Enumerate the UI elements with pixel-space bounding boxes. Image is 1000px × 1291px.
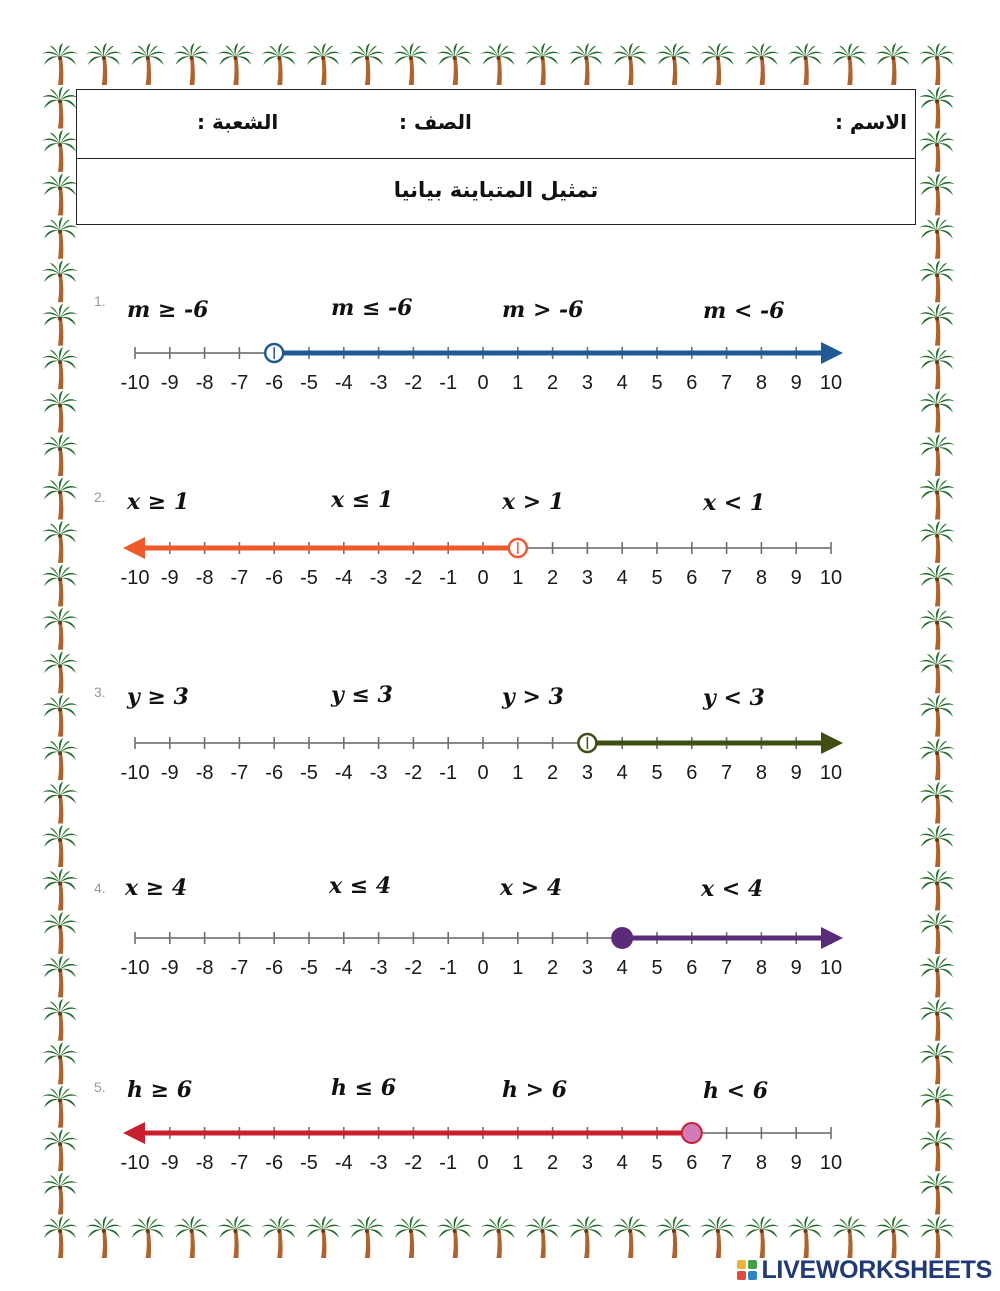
palm-tree-icon bbox=[42, 304, 78, 346]
palm-tree-icon bbox=[42, 347, 78, 389]
palm-tree-icon bbox=[42, 651, 78, 693]
palm-tree-icon bbox=[42, 391, 78, 433]
palm-tree-icon bbox=[612, 43, 648, 85]
palm-tree-icon bbox=[42, 608, 78, 650]
option-a[interactable]: x ≥ 1 bbox=[127, 489, 190, 515]
tick-label: -5 bbox=[300, 1152, 318, 1174]
palm-tree-icon bbox=[42, 868, 78, 910]
tick-label: 7 bbox=[721, 567, 733, 589]
palm-tree-icon bbox=[437, 43, 473, 85]
section-label: الشعبة : bbox=[197, 110, 279, 134]
palm-tree-icon bbox=[42, 130, 78, 172]
palm-tree-icon bbox=[305, 1216, 341, 1258]
tick-label: 5 bbox=[651, 1152, 663, 1174]
palm-tree-icon bbox=[919, 434, 955, 476]
option-b[interactable]: h ≤ 6 bbox=[331, 1075, 397, 1101]
tick-label: 5 bbox=[651, 372, 663, 394]
tick-label: -2 bbox=[404, 762, 423, 784]
tick-label: -4 bbox=[334, 762, 353, 784]
tick-label: 1 bbox=[512, 372, 524, 394]
tick-label: 4 bbox=[616, 567, 628, 589]
palm-tree-icon bbox=[919, 955, 955, 997]
tick-label: -9 bbox=[160, 957, 179, 979]
tick-label: -7 bbox=[230, 567, 249, 589]
palm-tree-icon bbox=[919, 825, 955, 867]
tick-label: 0 bbox=[477, 1152, 489, 1174]
tick-label: 8 bbox=[755, 762, 767, 784]
tick-label: -8 bbox=[195, 567, 214, 589]
class-label: الصف : bbox=[399, 110, 472, 134]
tick-label: 1 bbox=[512, 762, 524, 784]
palm-tree-icon bbox=[349, 1216, 385, 1258]
palm-tree-icon bbox=[42, 1129, 78, 1171]
palm-tree-icon bbox=[919, 1129, 955, 1171]
palm-tree-icon bbox=[42, 825, 78, 867]
tick-label: 6 bbox=[686, 957, 698, 979]
palm-tree-icon bbox=[787, 43, 823, 85]
palm-tree-icon bbox=[656, 43, 692, 85]
tick-label: -10 bbox=[120, 567, 150, 589]
tick-label: -10 bbox=[120, 762, 150, 784]
option-a[interactable]: y ≥ 3 bbox=[127, 684, 189, 710]
tick-label: 8 bbox=[755, 372, 767, 394]
tick-label: -2 bbox=[404, 372, 423, 394]
tick-label: -9 bbox=[160, 1152, 179, 1174]
tick-label: 6 bbox=[686, 1152, 698, 1174]
tick-label: 10 bbox=[819, 372, 843, 394]
tick-label: -6 bbox=[265, 762, 284, 784]
ray-arrowhead bbox=[821, 927, 843, 949]
tick-label: 10 bbox=[819, 1152, 843, 1174]
tick-label: 2 bbox=[547, 762, 559, 784]
tick-label: 2 bbox=[547, 567, 559, 589]
palm-tree-icon bbox=[437, 1216, 473, 1258]
tick-label: 9 bbox=[790, 567, 802, 589]
tick-label: 3 bbox=[581, 567, 593, 589]
tick-label: 7 bbox=[721, 372, 733, 394]
palm-tree-icon bbox=[919, 1042, 955, 1084]
tick-label: 10 bbox=[819, 567, 843, 589]
palm-tree-icon bbox=[393, 43, 429, 85]
tick-label: -8 bbox=[195, 762, 214, 784]
palm-tree-icon bbox=[42, 1042, 78, 1084]
tick-label: -6 bbox=[265, 957, 284, 979]
tick-label: 8 bbox=[755, 567, 767, 589]
tick-label: -5 bbox=[300, 567, 318, 589]
palm-tree-icon bbox=[919, 782, 955, 824]
tick-label: -10 bbox=[120, 372, 150, 394]
tick-label: -7 bbox=[230, 957, 249, 979]
palm-tree-icon bbox=[875, 43, 911, 85]
tick-label: 8 bbox=[755, 1152, 767, 1174]
palm-tree-icon bbox=[42, 434, 78, 476]
tick-label: 9 bbox=[790, 1152, 802, 1174]
palm-tree-icon bbox=[42, 999, 78, 1041]
option-c[interactable]: h > 6 bbox=[502, 1077, 568, 1103]
palm-tree-icon bbox=[919, 1086, 955, 1128]
palm-tree-icon bbox=[656, 1216, 692, 1258]
tick-label: -5 bbox=[300, 957, 318, 979]
option-b[interactable]: y ≤ 3 bbox=[331, 682, 393, 708]
option-b[interactable]: x ≤ 1 bbox=[331, 487, 394, 513]
palm-tree-icon bbox=[86, 43, 122, 85]
tick-label: -9 bbox=[160, 372, 179, 394]
tick-label: 7 bbox=[721, 1152, 733, 1174]
tick-label: -7 bbox=[230, 1152, 249, 1174]
liveworksheets-logo-icon bbox=[737, 1260, 757, 1280]
option-c[interactable]: y > 3 bbox=[502, 684, 564, 710]
tick-label: 0 bbox=[477, 957, 489, 979]
option-d[interactable]: m < -6 bbox=[703, 298, 785, 324]
tick-label: -1 bbox=[439, 567, 458, 589]
palm-tree-icon bbox=[481, 43, 517, 85]
tick-label: -3 bbox=[369, 762, 388, 784]
option-a[interactable]: x ≥ 4 bbox=[125, 875, 188, 901]
tick-label: 3 bbox=[581, 372, 593, 394]
tick-label: 5 bbox=[651, 567, 663, 589]
palm-tree-icon bbox=[524, 1216, 560, 1258]
tick-label: 1 bbox=[512, 957, 524, 979]
palm-tree-icon bbox=[42, 695, 78, 737]
tick-label: -5 bbox=[300, 372, 318, 394]
tick-label: 5 bbox=[651, 957, 663, 979]
question-number: 3. bbox=[94, 684, 106, 700]
tick-label: 2 bbox=[547, 957, 559, 979]
tick-label: 7 bbox=[721, 762, 733, 784]
palm-tree-icon bbox=[787, 1216, 823, 1258]
number-line-4 bbox=[110, 918, 870, 988]
palm-tree-icon bbox=[919, 391, 955, 433]
palm-tree-icon bbox=[919, 651, 955, 693]
palm-tree-icon bbox=[919, 868, 955, 910]
tick-label: -3 bbox=[369, 957, 388, 979]
tick-label: -4 bbox=[334, 957, 353, 979]
tick-label: 0 bbox=[477, 567, 489, 589]
tick-label: 9 bbox=[790, 372, 802, 394]
palm-tree-icon bbox=[86, 1216, 122, 1258]
tick-label: 4 bbox=[616, 957, 628, 979]
tick-label: -3 bbox=[369, 567, 388, 589]
palm-tree-icon bbox=[919, 1173, 955, 1215]
tick-label: 3 bbox=[581, 957, 593, 979]
palm-tree-icon bbox=[261, 1216, 297, 1258]
palm-tree-icon bbox=[612, 1216, 648, 1258]
liveworksheets-footer bbox=[737, 1256, 992, 1284]
tick-label: -9 bbox=[160, 567, 179, 589]
palm-tree-icon bbox=[744, 43, 780, 85]
tick-label: -7 bbox=[230, 762, 249, 784]
palm-tree-icon bbox=[42, 912, 78, 954]
tick-label: -2 bbox=[404, 1152, 423, 1174]
palm-tree-icon bbox=[42, 1173, 78, 1215]
palm-tree-icon bbox=[919, 43, 955, 85]
palm-tree-icon bbox=[831, 1216, 867, 1258]
tick-label: 1 bbox=[512, 1152, 524, 1174]
palm-tree-icon bbox=[919, 86, 955, 128]
option-a[interactable]: m ≥ -6 bbox=[127, 297, 209, 323]
palm-tree-icon bbox=[42, 1216, 78, 1258]
ray-arrowhead bbox=[821, 732, 843, 754]
palm-tree-icon bbox=[919, 130, 955, 172]
tick-label: 9 bbox=[790, 762, 802, 784]
palm-tree-icon bbox=[42, 477, 78, 519]
tick-label: -1 bbox=[439, 957, 458, 979]
option-d[interactable]: x < 1 bbox=[703, 490, 766, 516]
option-c[interactable]: m > -6 bbox=[502, 297, 584, 323]
option-a[interactable]: h ≥ 6 bbox=[127, 1077, 193, 1103]
palm-tree-icon bbox=[700, 1216, 736, 1258]
tick-label: -8 bbox=[195, 957, 214, 979]
number-line-2 bbox=[110, 528, 870, 598]
palm-tree-icon bbox=[568, 1216, 604, 1258]
tick-label: -4 bbox=[334, 1152, 353, 1174]
palm-tree-icon bbox=[42, 1086, 78, 1128]
question-number: 1. bbox=[94, 293, 106, 309]
palm-tree-icon bbox=[919, 173, 955, 215]
tick-label: -7 bbox=[230, 372, 249, 394]
tick-label: -2 bbox=[404, 567, 423, 589]
tick-label: -10 bbox=[120, 957, 150, 979]
palm-tree-icon bbox=[42, 738, 78, 780]
option-d[interactable]: x < 4 bbox=[701, 876, 764, 902]
palm-tree-icon bbox=[700, 43, 736, 85]
closed-endpoint bbox=[682, 1123, 702, 1143]
tick-label: 8 bbox=[755, 957, 767, 979]
question-number: 2. bbox=[94, 489, 106, 505]
option-d[interactable]: y < 3 bbox=[703, 685, 765, 711]
palm-tree-icon bbox=[305, 43, 341, 85]
palm-tree-icon bbox=[831, 43, 867, 85]
palm-tree-icon bbox=[919, 304, 955, 346]
name-label: الاسم : bbox=[834, 110, 907, 134]
tick-label: 3 bbox=[581, 1152, 593, 1174]
ray-arrowhead bbox=[123, 1122, 145, 1144]
palm-tree-icon bbox=[875, 1216, 911, 1258]
tick-label: -1 bbox=[439, 372, 458, 394]
tick-label: -6 bbox=[265, 567, 284, 589]
tick-label: -4 bbox=[334, 372, 353, 394]
tick-label: 2 bbox=[547, 372, 559, 394]
tick-label: -6 bbox=[265, 372, 284, 394]
tick-label: -3 bbox=[369, 372, 388, 394]
tick-label: 7 bbox=[721, 957, 733, 979]
palm-tree-icon bbox=[42, 217, 78, 259]
tick-label: -6 bbox=[265, 1152, 284, 1174]
palm-tree-icon bbox=[919, 564, 955, 606]
tick-label: -10 bbox=[120, 1152, 150, 1174]
tick-label: -4 bbox=[334, 567, 353, 589]
option-b[interactable]: x ≤ 4 bbox=[329, 873, 392, 899]
palm-tree-icon bbox=[42, 260, 78, 302]
ray-arrowhead bbox=[123, 537, 145, 559]
option-d[interactable]: h < 6 bbox=[703, 1078, 769, 1104]
palm-tree-icon bbox=[568, 43, 604, 85]
tick-label: 2 bbox=[547, 1152, 559, 1174]
tick-label: -5 bbox=[300, 762, 318, 784]
palm-tree-icon bbox=[42, 782, 78, 824]
tick-label: -9 bbox=[160, 762, 179, 784]
palm-tree-icon bbox=[481, 1216, 517, 1258]
tick-label: 0 bbox=[477, 762, 489, 784]
tick-label: 6 bbox=[686, 762, 698, 784]
tick-label: 4 bbox=[616, 372, 628, 394]
tick-label: -2 bbox=[404, 957, 423, 979]
tick-label: 6 bbox=[686, 567, 698, 589]
tick-label: -1 bbox=[439, 762, 458, 784]
ray-arrowhead bbox=[821, 342, 843, 364]
palm-tree-icon bbox=[919, 260, 955, 302]
palm-tree-icon bbox=[349, 43, 385, 85]
tick-label: 0 bbox=[477, 372, 489, 394]
tick-label: 9 bbox=[790, 957, 802, 979]
palm-tree-icon bbox=[919, 695, 955, 737]
palm-tree-icon bbox=[130, 1216, 166, 1258]
palm-tree-icon bbox=[919, 347, 955, 389]
palm-tree-icon bbox=[919, 738, 955, 780]
palm-tree-icon bbox=[919, 217, 955, 259]
tick-label: 4 bbox=[616, 1152, 628, 1174]
tick-label: -8 bbox=[195, 1152, 214, 1174]
student-info-box bbox=[76, 89, 916, 225]
palm-tree-icon bbox=[919, 477, 955, 519]
palm-tree-icon bbox=[919, 999, 955, 1041]
question-number: 4. bbox=[94, 880, 106, 896]
student-info-row bbox=[77, 90, 915, 159]
palm-tree-icon bbox=[919, 912, 955, 954]
liveworksheets-brand: LIVEWORKSHEETS bbox=[761, 1255, 992, 1284]
tick-label: 1 bbox=[512, 567, 524, 589]
question-number: 5. bbox=[94, 1079, 106, 1095]
tick-label: 3 bbox=[581, 762, 593, 784]
palm-tree-icon bbox=[217, 1216, 253, 1258]
palm-tree-icon bbox=[919, 1216, 955, 1258]
palm-tree-icon bbox=[261, 43, 297, 85]
palm-tree-icon bbox=[393, 1216, 429, 1258]
palm-tree-icon bbox=[42, 521, 78, 563]
palm-tree-icon bbox=[524, 43, 560, 85]
tick-label: -3 bbox=[369, 1152, 388, 1174]
palm-tree-icon bbox=[919, 608, 955, 650]
palm-tree-icon bbox=[174, 43, 210, 85]
palm-tree-icon bbox=[42, 43, 78, 85]
closed-endpoint bbox=[612, 928, 632, 948]
number-line-1 bbox=[110, 333, 870, 403]
palm-tree-icon bbox=[42, 86, 78, 128]
tick-label: 4 bbox=[616, 762, 628, 784]
palm-tree-icon bbox=[42, 564, 78, 606]
number-line-3 bbox=[110, 723, 870, 793]
palm-tree-icon bbox=[42, 173, 78, 215]
palm-tree-icon bbox=[42, 955, 78, 997]
worksheet-title: تمثيل المتباينة بيانيا bbox=[393, 178, 599, 202]
tick-label: -8 bbox=[195, 372, 214, 394]
option-b[interactable]: m ≤ -6 bbox=[331, 295, 413, 321]
option-c[interactable]: x > 4 bbox=[500, 875, 563, 901]
tick-label: 5 bbox=[651, 762, 663, 784]
tick-label: -1 bbox=[439, 1152, 458, 1174]
palm-tree-icon bbox=[217, 43, 253, 85]
tick-label: 10 bbox=[819, 957, 843, 979]
number-line-5 bbox=[110, 1113, 870, 1183]
tick-label: 6 bbox=[686, 372, 698, 394]
palm-tree-icon bbox=[130, 43, 166, 85]
palm-tree-icon bbox=[744, 1216, 780, 1258]
option-c[interactable]: x > 1 bbox=[502, 489, 565, 515]
tick-label: 10 bbox=[819, 762, 843, 784]
palm-tree-icon bbox=[919, 521, 955, 563]
palm-tree-icon bbox=[174, 1216, 210, 1258]
